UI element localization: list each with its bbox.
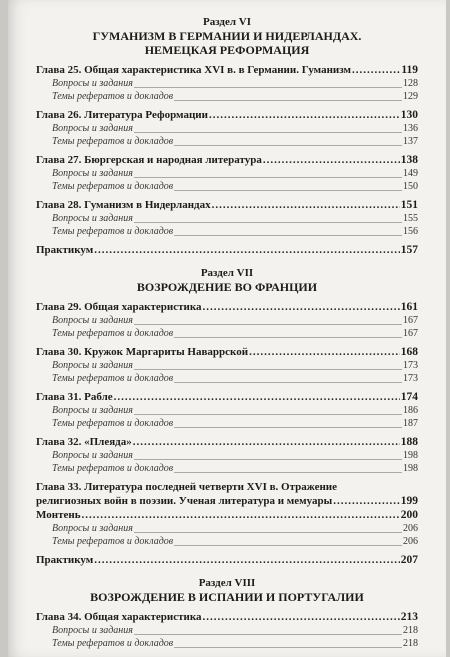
- toc-page-number: 168: [400, 346, 418, 358]
- toc-entry-title: Темы рефератов и докладов: [52, 226, 174, 237]
- toc-sub-row: [36, 637, 418, 650]
- toc-entry-title: Практикум: [36, 554, 94, 566]
- toc-leader-dots: [209, 108, 400, 122]
- toc-leader-dots: [94, 243, 399, 257]
- toc-sub-row: [36, 180, 418, 193]
- section-label: Раздел VII: [200, 267, 254, 279]
- toc-chapter-row: [36, 345, 418, 359]
- toc-entry-title: Темы рефератов и докладов: [52, 136, 174, 147]
- toc-page-number: 129: [403, 91, 418, 102]
- toc-leader-dots: [134, 212, 402, 225]
- section-label: Раздел VIII: [198, 577, 256, 589]
- toc-sub-row: [36, 417, 418, 430]
- toc-entry-title: Практикум: [36, 244, 94, 256]
- toc-chapter: [36, 610, 418, 650]
- toc-sub-row: [36, 404, 418, 417]
- toc-sub-row: [36, 359, 418, 372]
- toc-sub-row: [36, 90, 418, 103]
- toc-page-number: 199: [400, 495, 418, 507]
- toc-chapter: [36, 390, 418, 430]
- toc-chapter-row: [36, 63, 418, 77]
- toc-leader-dots: [133, 435, 400, 449]
- toc-entry-title: Вопросы и задания: [52, 315, 133, 326]
- toc-chapter: [36, 480, 418, 548]
- section-title-line: ВОЗРОЖДЕНИЕ ВО ФРАНЦИИ: [136, 280, 318, 294]
- toc-leader-dots: [174, 90, 402, 103]
- toc-chapter: [36, 198, 418, 238]
- toc-page-number: 207: [400, 554, 418, 566]
- toc-leader-dots: [174, 637, 402, 650]
- toc-entry-title: Темы рефератов и докладов: [52, 463, 174, 474]
- toc-chapter-row: [36, 508, 418, 522]
- toc-page-number: 161: [400, 301, 418, 313]
- toc-page-number: 156: [403, 226, 418, 237]
- toc-chapter: [36, 300, 418, 340]
- toc-page-number: 128: [403, 78, 418, 89]
- toc-leader-dots: [212, 198, 400, 212]
- toc-entry-title: Вопросы и задания: [52, 450, 133, 461]
- toc-page-number: 198: [403, 450, 418, 461]
- toc-sub-row: [36, 77, 418, 90]
- toc-page-number: 150: [403, 181, 418, 192]
- toc-page-number: 206: [403, 536, 418, 547]
- toc-chapter-row: [36, 435, 418, 449]
- toc-sub-row: [36, 135, 418, 148]
- toc-page-number: 167: [403, 328, 418, 339]
- toc-chapter-row: [36, 390, 418, 404]
- toc-sub-row: [36, 372, 418, 385]
- toc-entry-title: Темы рефератов и докладов: [52, 91, 174, 102]
- toc-entry-title: Вопросы и задания: [52, 405, 133, 416]
- toc-page-number: 213: [400, 611, 418, 623]
- toc-page-number: 137: [403, 136, 418, 147]
- toc-leader-dots: [134, 77, 402, 90]
- toc-entry-title: Темы рефератов и докладов: [52, 373, 174, 384]
- toc-leader-dots: [174, 135, 402, 148]
- toc-chapter: [36, 108, 418, 148]
- toc-leader-dots: [203, 610, 400, 624]
- toc-entry-title: Вопросы и задания: [52, 625, 133, 636]
- toc-page-number: 218: [403, 638, 418, 649]
- toc-leader-dots: [134, 167, 402, 180]
- toc-entry-title: Глава 26. Литература Реформации: [36, 109, 208, 121]
- toc-leader-dots: [134, 624, 402, 637]
- toc-leader-dots: [134, 359, 402, 372]
- toc-page-number: 119: [401, 64, 418, 76]
- toc-sub-row: [36, 449, 418, 462]
- toc-sub-row: [36, 624, 418, 637]
- section-label: Раздел VI: [202, 16, 252, 28]
- toc-entry-title: Глава 31. Рабле: [36, 391, 113, 403]
- toc-chapter-row: [36, 300, 418, 314]
- toc-page-number: 167: [403, 315, 418, 326]
- toc-chapter-row: [36, 553, 418, 567]
- toc-entry-title: религиозных войн в поэзии. Ученая литература и мемуары: [36, 495, 333, 507]
- toc-chapter: [36, 435, 418, 475]
- toc-page-number: 174: [400, 391, 418, 403]
- section-title-line: ВОЗРОЖДЕНИЕ В ИСПАНИИ И ПОРТУГАЛИИ: [90, 590, 364, 604]
- toc-leader-dots: [174, 327, 402, 340]
- toc-chapter-title-line: Глава 33. Литература последней четверти XVI в. Отражение: [36, 481, 338, 493]
- toc-leader-dots: [114, 390, 400, 404]
- section-title-line: ГУМАНИЗМ В ГЕРМАНИИ И НИДЕРЛАНДАХ.: [92, 29, 362, 43]
- toc-leader-dots: [134, 122, 402, 135]
- toc-entry-title: Вопросы и задания: [52, 123, 133, 134]
- toc-entry-title: Вопросы и задания: [52, 78, 133, 89]
- section-title: [36, 280, 418, 294]
- toc-page-number: 200: [400, 509, 418, 521]
- toc-leader-dots: [174, 417, 402, 430]
- toc-chapter-row: [36, 243, 418, 257]
- toc-sub-row: [36, 327, 418, 340]
- toc-chapter-row: [36, 108, 418, 122]
- toc-chapter: [36, 553, 418, 567]
- section-title: [36, 29, 418, 57]
- toc-leader-dots: [94, 553, 399, 567]
- toc-chapter: [36, 243, 418, 257]
- toc-entry-title: Вопросы и задания: [52, 360, 133, 371]
- toc-chapter-row: [36, 610, 418, 624]
- toc-page-number: 173: [403, 360, 418, 371]
- toc-leader-dots: [174, 462, 402, 475]
- toc-entry-title: Глава 28. Гуманизм в Нидерландах: [36, 199, 211, 211]
- toc-entry-title: Темы рефератов и докладов: [52, 328, 174, 339]
- toc-page-number: 198: [403, 463, 418, 474]
- toc-chapter-row: [36, 198, 418, 212]
- toc-page-number: 188: [400, 436, 418, 448]
- toc-sub-row: [36, 314, 418, 327]
- section-title: [36, 590, 418, 604]
- toc-entry-title: Вопросы и задания: [52, 523, 133, 534]
- toc-leader-dots: [134, 404, 402, 417]
- toc-sub-row: [36, 225, 418, 238]
- toc-leader-dots: [134, 449, 402, 462]
- toc-page-number: 218: [403, 625, 418, 636]
- toc-entry-title: Глава 32. «Плеяда»: [36, 436, 132, 448]
- toc-sub-row: [36, 122, 418, 135]
- toc-page-number: 151: [400, 199, 418, 211]
- toc-entry-title: Глава 25. Общая характеристика XVI в. в Германии. Гуманизм: [36, 64, 352, 76]
- toc-entry-title: Глава 29. Общая характеристика: [36, 301, 202, 313]
- toc-page-number: 187: [403, 418, 418, 429]
- toc-chapter: [36, 63, 418, 103]
- toc-page-number: 138: [400, 154, 418, 166]
- toc-chapter: [36, 345, 418, 385]
- toc-entry-title: Вопросы и задания: [52, 213, 133, 224]
- toc-entry-title: Глава 34. Общая характеристика: [36, 611, 202, 623]
- toc-entry-title: Глава 27. Бюргерская и народная литература: [36, 154, 262, 166]
- section-title-line: НЕМЕЦКАЯ РЕФОРМАЦИЯ: [144, 43, 310, 57]
- toc-leader-dots: [263, 153, 400, 167]
- toc-page-number: 157: [400, 244, 418, 256]
- table-of-contents: [36, 6, 418, 650]
- toc-page-number: 206: [403, 523, 418, 534]
- toc-entry-title: Глава 30. Кружок Маргариты Наваррской: [36, 346, 249, 358]
- toc-entry-title: Монтень: [36, 509, 81, 521]
- book-page: [8, 0, 446, 657]
- toc-leader-dots: [174, 225, 402, 238]
- toc-leader-dots: [174, 535, 402, 548]
- toc-page-number: 186: [403, 405, 418, 416]
- toc-entry-title: Темы рефератов и докладов: [52, 181, 174, 192]
- toc-sub-row: [36, 212, 418, 225]
- toc-entry-title: Вопросы и задания: [52, 168, 133, 179]
- toc-leader-dots: [174, 180, 402, 193]
- toc-entry-title: Темы рефератов и докладов: [52, 536, 174, 547]
- toc-leader-dots: [134, 522, 402, 535]
- toc-sub-row: [36, 522, 418, 535]
- toc-chapter-row: [36, 153, 418, 167]
- toc-page-number: 149: [403, 168, 418, 179]
- toc-page-number: 155: [403, 213, 418, 224]
- toc-chapter-row: [36, 494, 418, 508]
- toc-leader-dots: [174, 372, 402, 385]
- toc-entry-title: Темы рефератов и докладов: [52, 638, 174, 649]
- toc-page-number: 130: [400, 109, 418, 121]
- toc-entry-title: Темы рефератов и докладов: [52, 418, 174, 429]
- toc-leader-dots: [333, 494, 400, 508]
- toc-sub-row: [36, 535, 418, 548]
- toc-page-number: 136: [403, 123, 418, 134]
- toc-sub-row: [36, 462, 418, 475]
- toc-leader-dots: [249, 345, 400, 359]
- toc-chapter: [36, 153, 418, 193]
- toc-page-number: 173: [403, 373, 418, 384]
- toc-leader-dots: [82, 508, 400, 522]
- toc-sub-row: [36, 167, 418, 180]
- toc-leader-dots: [203, 300, 400, 314]
- toc-leader-dots: [352, 63, 400, 77]
- toc-leader-dots: [134, 314, 402, 327]
